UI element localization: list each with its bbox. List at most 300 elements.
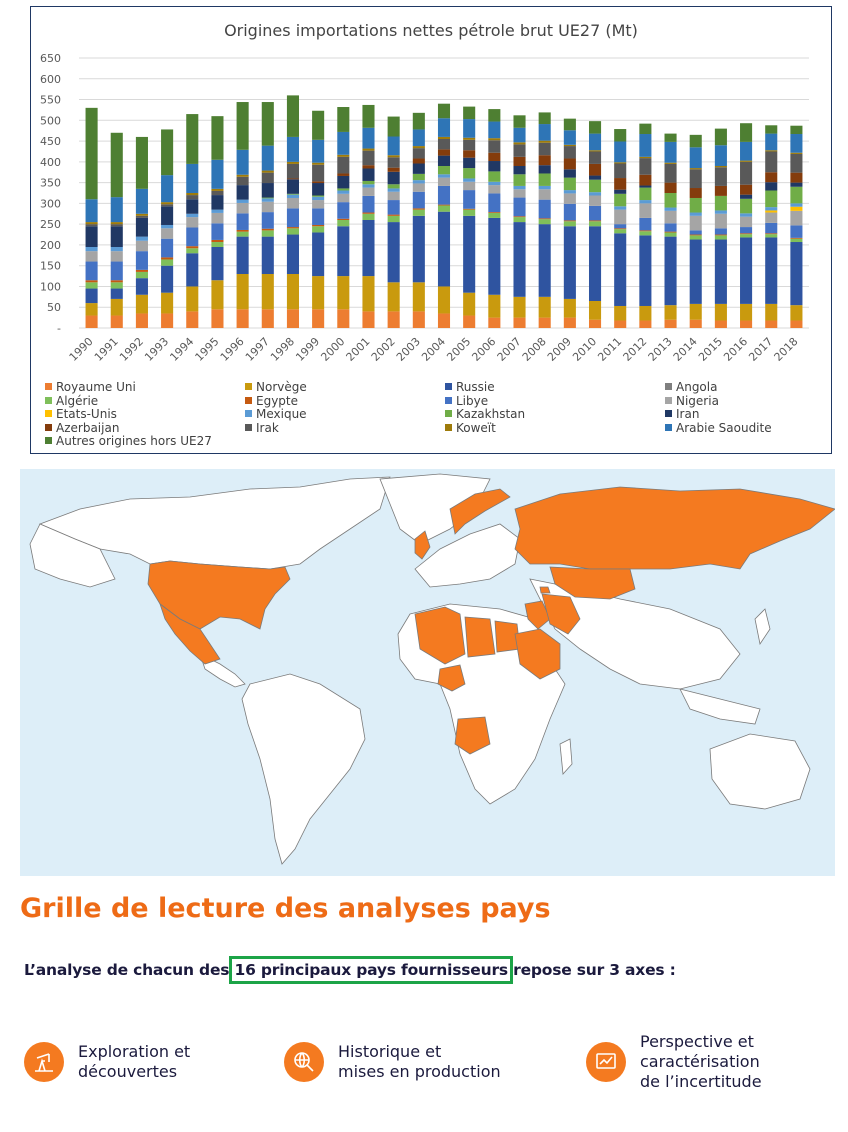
bar-segment <box>639 306 651 321</box>
bar-segment <box>312 208 324 225</box>
map-japan <box>755 609 770 644</box>
bar-segment <box>765 234 777 237</box>
bar-segment <box>211 240 223 242</box>
bar-segment <box>186 193 198 195</box>
bar-segment <box>463 150 475 157</box>
bar-segment <box>287 235 299 274</box>
legend-swatch <box>245 410 252 417</box>
bar-segment <box>388 157 400 167</box>
bar-segment <box>337 220 349 226</box>
legend-label: Algérie <box>56 393 99 408</box>
bar-segment <box>639 203 651 218</box>
bar-segment <box>665 320 677 328</box>
bar-segment <box>312 165 324 182</box>
x-tick-label: 2002 <box>368 334 398 364</box>
x-tick-label: 2013 <box>645 334 675 364</box>
bar-segment <box>186 246 198 248</box>
bar-segment <box>740 304 752 321</box>
y-tick-label: 250 <box>40 218 61 232</box>
bar-segment <box>639 158 651 175</box>
bar-segment <box>614 229 626 233</box>
bar-segment <box>539 218 551 219</box>
bar-segment <box>589 121 601 133</box>
legend-item <box>665 408 699 421</box>
bar-segment <box>111 262 123 281</box>
bar-segment <box>690 320 702 328</box>
y-tick-label: 150 <box>40 259 61 273</box>
legend-swatch <box>45 383 52 390</box>
bar-segment <box>362 276 374 311</box>
bar-segment <box>312 183 324 195</box>
legend-label: Norvège <box>256 380 307 394</box>
bar-segment <box>513 222 525 297</box>
x-tick-label: 1991 <box>91 334 121 364</box>
bar-segment <box>337 194 349 202</box>
bar-segment <box>438 186 450 205</box>
bar-segment <box>589 320 601 328</box>
bar-segment <box>362 214 374 220</box>
bar-segment <box>413 210 425 216</box>
bar-segment <box>614 141 626 162</box>
bar-segment <box>111 247 123 251</box>
legend-item <box>245 381 307 394</box>
bar-segment <box>136 137 148 189</box>
bar-segment <box>513 189 525 197</box>
bar-segment <box>262 198 274 199</box>
bar-segment <box>715 129 727 146</box>
map-asia <box>530 579 740 689</box>
bar-segment <box>312 195 324 196</box>
bar-segment <box>690 213 702 216</box>
bar-segment <box>413 216 425 282</box>
bar-segment <box>690 235 702 239</box>
bar-segment <box>790 239 802 242</box>
bar-segment <box>413 282 425 311</box>
bar-segment <box>86 316 98 328</box>
map-russia <box>515 487 835 569</box>
bar-segment <box>790 154 802 173</box>
axis-perspective-line2: caractérisation <box>640 1052 760 1071</box>
x-tick-label: 2001 <box>343 334 373 364</box>
bar-segment <box>589 151 601 163</box>
bar-segment <box>388 117 400 137</box>
bar-segment <box>790 203 802 206</box>
bar-segment <box>488 140 500 152</box>
bar-segment <box>740 123 752 142</box>
bar-segment <box>438 205 450 211</box>
x-tick-label: 2006 <box>469 334 499 364</box>
bar-segment <box>86 247 98 251</box>
bar-segment <box>186 164 198 193</box>
bar-segment <box>287 208 299 227</box>
bar-segment <box>237 177 249 185</box>
bar-segment <box>111 226 123 247</box>
bar-segment <box>362 168 374 180</box>
bar-segment <box>186 214 198 217</box>
bar-segment <box>237 230 249 232</box>
bar-segment <box>161 206 173 225</box>
bar-segment <box>262 183 274 198</box>
bar-segment <box>86 224 98 226</box>
bar-segment <box>362 165 374 168</box>
bar-segment <box>740 142 752 161</box>
bar-segment <box>186 217 198 227</box>
bar-segment <box>186 248 198 253</box>
map-azerbaijan <box>540 587 550 593</box>
bar-segment <box>715 214 727 229</box>
bar-segment <box>665 223 677 231</box>
bar-segment <box>262 237 274 274</box>
bar-segment <box>337 176 349 188</box>
intro-text-after: repose sur 3 axes : <box>513 961 676 979</box>
bar-segment <box>715 235 727 236</box>
bar-segment <box>161 313 173 328</box>
bar-segment <box>161 175 173 202</box>
bar-segment <box>740 162 752 185</box>
world-map-svg <box>20 469 835 876</box>
bar-segment <box>438 212 450 287</box>
bar-segment <box>765 213 777 223</box>
bar-segment <box>715 228 727 234</box>
bar-segment <box>690 169 702 188</box>
y-tick-label: 650 <box>40 52 61 65</box>
x-tick-label: 2017 <box>746 334 776 364</box>
bar-segment <box>86 280 98 282</box>
bar-segment <box>362 213 374 214</box>
legend-swatch <box>245 383 252 390</box>
bar-segment <box>463 182 475 190</box>
legend-label: Angola <box>676 380 718 394</box>
bar-segment <box>690 304 702 320</box>
bar-segment <box>488 218 500 295</box>
bar-segment <box>790 321 802 328</box>
bar-segment <box>790 183 802 187</box>
x-tick-label: 1992 <box>117 334 147 364</box>
x-tick-label: 1990 <box>66 334 96 364</box>
bar-segment <box>513 297 525 318</box>
bar-segment <box>665 183 677 193</box>
bar-segment <box>488 161 500 171</box>
bar-segment <box>539 186 551 189</box>
bar-segment <box>388 311 400 328</box>
legend-label: Mexique <box>256 407 307 421</box>
bar-segment <box>111 282 123 288</box>
legend-item <box>445 381 495 394</box>
bar-segment <box>237 185 249 200</box>
legend-label: Russie <box>456 380 495 394</box>
bar-segment <box>362 181 374 184</box>
bar-segment <box>740 185 752 195</box>
bar-segment <box>740 237 752 303</box>
bar-segment <box>690 147 702 168</box>
y-tick-label: 200 <box>40 238 61 252</box>
x-tick-label: 1993 <box>142 334 172 364</box>
bar-segment <box>765 134 777 151</box>
bar-segment <box>765 182 777 190</box>
bar-segment <box>639 321 651 328</box>
bar-segment <box>262 173 274 183</box>
legend-item <box>665 422 772 435</box>
bar-segment <box>111 289 123 299</box>
bar-segment <box>539 224 551 297</box>
x-tick-label: 2008 <box>519 334 549 364</box>
bar-segment <box>262 102 274 146</box>
bar-segment <box>413 164 425 174</box>
bar-segment <box>488 185 500 193</box>
bar-segment <box>362 105 374 128</box>
bar-segment <box>564 221 576 226</box>
bar-segment <box>237 150 249 175</box>
bar-segment <box>639 218 651 230</box>
bar-segment <box>262 202 274 212</box>
x-tick-label: 2007 <box>494 334 524 364</box>
world-map <box>20 469 835 876</box>
x-tick-label: 1998 <box>268 334 298 364</box>
axis-historique-line1: Historique et <box>338 1042 442 1061</box>
bar-segment <box>337 157 349 174</box>
highlighted-phrase: 16 principaux pays fournisseurs <box>234 961 508 979</box>
bar-segment <box>740 321 752 328</box>
bar-segment <box>463 158 475 168</box>
legend-swatch <box>445 383 452 390</box>
bar-segment <box>186 311 198 328</box>
bar-segment <box>665 163 677 164</box>
bar-segment <box>388 200 400 215</box>
bar-segment <box>362 188 374 196</box>
bar-segment <box>614 178 626 190</box>
bar-segment <box>136 237 148 241</box>
bar-segment <box>639 134 651 157</box>
legend-swatch <box>445 397 452 404</box>
bar-segment <box>614 194 626 206</box>
legend-label: Egypte <box>256 393 299 408</box>
legend-item <box>665 395 719 408</box>
bar-segment <box>614 306 626 321</box>
bar-segment <box>614 228 626 229</box>
bar-segment <box>438 286 450 313</box>
bar-segment <box>438 139 450 149</box>
globe-search-icon <box>284 1042 324 1082</box>
legend-item <box>445 408 525 421</box>
bar-segment <box>690 216 702 231</box>
x-tick-label: 2003 <box>393 334 423 364</box>
bar-segment <box>312 111 324 140</box>
bar-segment <box>488 212 500 213</box>
bar-segment <box>287 309 299 328</box>
bar-segment <box>539 200 551 219</box>
bar-segment <box>765 191 777 208</box>
bar-segment <box>211 210 223 213</box>
bar-segment <box>740 161 752 162</box>
bar-segment <box>463 293 475 316</box>
bar-segment <box>438 174 450 177</box>
bar-segment <box>589 195 601 205</box>
bar-segment <box>86 226 98 247</box>
bar-segment <box>388 137 400 156</box>
x-tick-label: 2005 <box>444 334 474 364</box>
x-tick-label: 2010 <box>570 334 600 364</box>
bar-segment <box>362 311 374 328</box>
bar-segment <box>488 193 500 212</box>
x-tick-label: 2014 <box>670 334 700 364</box>
bar-segment <box>362 196 374 213</box>
bar-segment <box>362 149 374 151</box>
bar-segment <box>111 251 123 261</box>
bar-segment <box>262 198 274 201</box>
bar-segment <box>337 155 349 157</box>
bar-segment <box>86 199 98 222</box>
bar-segment <box>111 133 123 197</box>
bar-segment <box>765 150 777 151</box>
bar-segment <box>136 251 148 270</box>
bar-segment <box>589 164 601 176</box>
bar-segment <box>790 211 802 226</box>
bar-segment <box>438 178 450 186</box>
bar-segment <box>388 184 400 188</box>
bar-segment <box>488 182 500 185</box>
bar-segment <box>262 171 274 173</box>
bar-segment <box>513 174 525 186</box>
legend-swatch <box>45 410 52 417</box>
bar-segment <box>665 193 677 208</box>
bar-segment <box>740 213 752 216</box>
bar-segment <box>715 167 727 186</box>
bar-segment <box>665 237 677 306</box>
bar-segment <box>287 137 299 162</box>
bar-segment <box>564 169 576 177</box>
bar-segment <box>211 116 223 160</box>
bar-segment <box>740 217 752 227</box>
bar-segment <box>237 232 249 237</box>
bar-segment <box>237 200 249 203</box>
bar-segment <box>136 214 148 216</box>
x-tick-label: 2011 <box>595 334 625 364</box>
bar-segment <box>186 253 198 286</box>
bar-segment <box>161 228 173 238</box>
x-tick-label: 1994 <box>167 334 197 364</box>
bar-segment <box>463 316 475 328</box>
bar-segment <box>665 305 677 320</box>
bar-segment <box>388 168 400 172</box>
bar-segment <box>161 225 173 228</box>
y-tick-label: 350 <box>40 176 61 190</box>
bar-segment <box>513 216 525 217</box>
legend-item <box>665 381 717 394</box>
y-tick-label: - <box>57 322 61 335</box>
bar-segment <box>463 138 475 140</box>
x-tick-label: 2000 <box>318 334 348 364</box>
bar-segment <box>111 280 123 282</box>
bar-segment <box>237 237 249 274</box>
axis-perspective <box>586 1032 762 1092</box>
bar-segment <box>715 145 727 166</box>
bar-segment <box>211 191 223 195</box>
bar-segment <box>589 180 601 192</box>
legend-item <box>45 408 117 421</box>
bar-segment <box>564 318 576 328</box>
bar-segment <box>765 304 777 321</box>
bar-segment <box>287 178 299 179</box>
bar-segment <box>211 189 223 191</box>
bar-segment <box>488 153 500 161</box>
bar-segment <box>111 316 123 328</box>
bar-segment <box>715 235 727 239</box>
bar-segment <box>564 130 576 145</box>
bar-segment <box>413 208 425 209</box>
y-tick-label: 600 <box>40 72 61 86</box>
bar-segment <box>589 192 601 195</box>
bar-segment <box>589 221 601 226</box>
bar-segment <box>539 318 551 328</box>
bar-segment <box>362 220 374 276</box>
legend-item <box>445 395 488 408</box>
bar-segment <box>413 148 425 158</box>
bar-segment <box>287 227 299 228</box>
x-tick-label: 1999 <box>293 334 323 364</box>
legend-item <box>45 435 212 448</box>
legend-label: Koweït <box>456 420 496 435</box>
bar-segment <box>765 210 777 212</box>
bar-segment <box>86 262 98 281</box>
bar-segment <box>438 166 450 174</box>
bar-segment <box>337 309 349 328</box>
bar-segment <box>639 230 651 231</box>
bar-segment <box>262 146 274 171</box>
legend-swatch <box>245 424 252 431</box>
bar-segment <box>337 107 349 132</box>
chart-monitor-icon <box>586 1042 626 1082</box>
bar-segment <box>312 225 324 226</box>
bar-segment <box>539 165 551 173</box>
bar-segment <box>413 183 425 191</box>
bar-segment <box>614 190 626 194</box>
bar-segment <box>86 108 98 199</box>
axis-historique-line2: mises en production <box>338 1062 501 1081</box>
bar-segment <box>513 157 525 166</box>
bar-segment <box>362 128 374 149</box>
y-tick-label: 50 <box>47 301 61 315</box>
bar-segment <box>790 207 802 211</box>
bar-segment <box>790 126 802 134</box>
bar-segment <box>513 217 525 222</box>
axis-exploration-line1: Exploration et <box>78 1042 191 1061</box>
bar-segment <box>237 102 249 150</box>
bar-segment <box>539 297 551 318</box>
bar-segment <box>362 184 374 187</box>
bar-segment <box>715 210 727 213</box>
bar-segment <box>337 219 349 220</box>
bar-segment <box>136 295 148 314</box>
bar-segment <box>111 224 123 226</box>
bar-segment <box>665 232 677 233</box>
bar-segment <box>463 190 475 209</box>
bar-segment <box>790 225 802 237</box>
axis-historique <box>284 1042 501 1082</box>
bar-segment <box>413 180 425 183</box>
bar-segment <box>539 112 551 124</box>
bar-segment <box>312 309 324 328</box>
bar-segment <box>136 218 148 237</box>
y-tick-label: 450 <box>40 135 61 149</box>
bar-segment <box>186 199 198 214</box>
bar-segment <box>136 278 148 295</box>
bar-segment <box>614 210 626 225</box>
bar-segment <box>665 164 677 183</box>
bar-segment <box>337 202 349 219</box>
bar-segment <box>539 155 551 165</box>
bar-segment <box>639 175 651 186</box>
bar-segment <box>639 188 651 200</box>
